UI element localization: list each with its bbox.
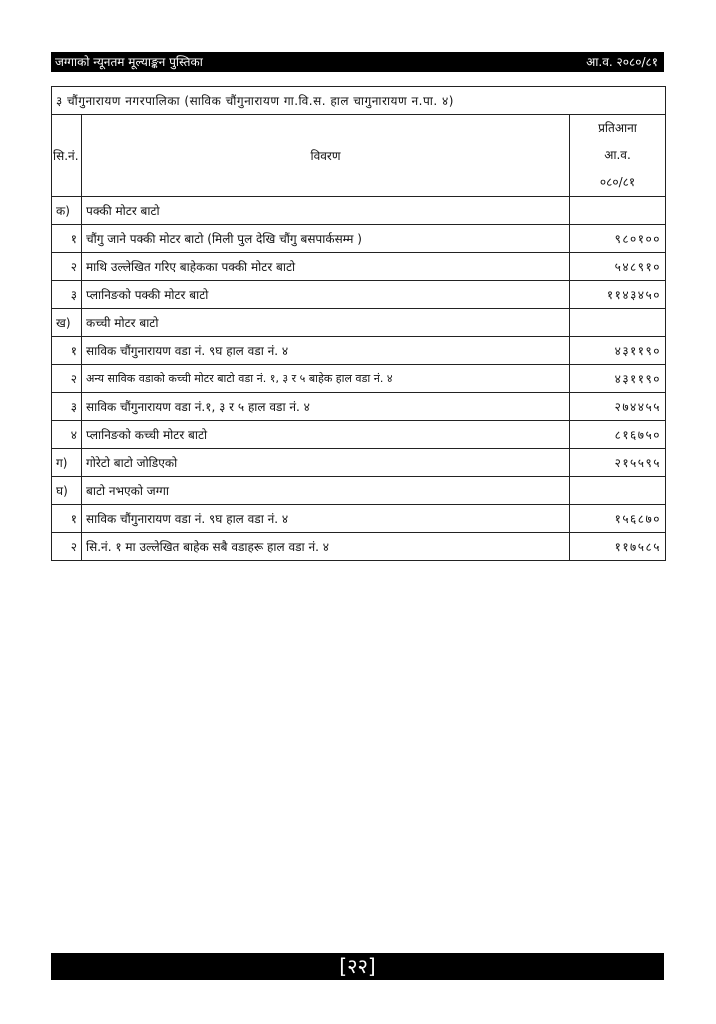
row-value: ५४८९१० — [570, 253, 666, 281]
table-title-row — [52, 87, 666, 115]
row-value — [570, 197, 666, 225]
fiscal-year: आ.व. २०८०/८१ — [586, 55, 658, 69]
valuation-table — [51, 86, 666, 561]
row-description: साविक चौंगुनारायण वडा नं. ९घ हाल वडा नं. ४ — [82, 505, 570, 533]
row-sn: १ — [52, 505, 82, 533]
row-description: प्लानिङको पक्की मोटर बाटो — [82, 281, 570, 309]
row-value — [570, 309, 666, 337]
table-row-category — [52, 309, 666, 337]
table-row-category — [52, 449, 666, 477]
table-row — [52, 337, 666, 365]
row-sn: क) — [52, 197, 82, 225]
row-sn: ख) — [52, 309, 82, 337]
row-sn: घ) — [52, 477, 82, 505]
table-row-category — [52, 477, 666, 505]
row-sn: १ — [52, 225, 82, 253]
row-description: पक्की मोटर बाटो — [82, 197, 570, 225]
row-description: प्लानिङको कच्ची मोटर बाटो — [82, 421, 570, 449]
row-value: ९८०१०० — [570, 225, 666, 253]
page-number: [२२] — [339, 954, 376, 978]
row-sn: २ — [52, 533, 82, 561]
row-sn: ३ — [52, 281, 82, 309]
row-value — [570, 477, 666, 505]
row-value: २१५५९५ — [570, 449, 666, 477]
row-sn: ग) — [52, 449, 82, 477]
booklet-title: जग्गाको न्यूनतम मूल्याङ्कन पुस्तिका — [55, 55, 203, 69]
row-value: ११४३४५० — [570, 281, 666, 309]
row-value: ४३११९० — [570, 365, 666, 393]
table-row — [52, 281, 666, 309]
column-header-sn: सि.नं. — [52, 115, 82, 197]
column-header-description: विवरण — [82, 115, 570, 197]
row-description: सि.नं. १ मा उल्लेखित बाहेक सबै वडाहरू हाल वडा नं. ४ — [82, 533, 570, 561]
row-description: चौंगु जाने पक्की मोटर बाटो (मिली पुल देखि चौंगु बसपार्कसम्म ) — [82, 225, 570, 253]
table-row — [52, 253, 666, 281]
table-row — [52, 533, 666, 561]
row-description: अन्य साविक वडाको कच्ची मोटर बाटो वडा नं. १, ३ र ५ बाहेक हाल वडा नं. ४ — [82, 365, 570, 393]
table-row — [52, 421, 666, 449]
table-row — [52, 393, 666, 421]
row-value: ४३११९० — [570, 337, 666, 365]
row-value: २७४४५५ — [570, 393, 666, 421]
table-header-row — [52, 115, 666, 197]
footer-bar — [51, 953, 664, 980]
row-value: १५६८७० — [570, 505, 666, 533]
row-sn: १ — [52, 337, 82, 365]
row-description: कच्ची मोटर बाटो — [82, 309, 570, 337]
row-sn: ४ — [52, 421, 82, 449]
row-description: गोरेटो बाटो जोडिएको — [82, 449, 570, 477]
table-row — [52, 225, 666, 253]
table-row-category — [52, 197, 666, 225]
row-sn: २ — [52, 253, 82, 281]
row-description: साविक चौंगुनारायण वडा नं.१, ३ र ५ हाल वडा नं. ४ — [82, 393, 570, 421]
table-row — [52, 365, 666, 393]
row-sn: ३ — [52, 393, 82, 421]
row-value: ८१६७५० — [570, 421, 666, 449]
row-description: माथि उल्लेखित गरिए बाहेकका पक्की मोटर बाटो — [82, 253, 570, 281]
column-header-value-line1: प्रतिआना — [598, 121, 637, 135]
column-header-value — [570, 115, 666, 197]
header-bar — [51, 52, 664, 72]
row-description: साविक चौंगुनारायण वडा नं. ९घ हाल वडा नं. ४ — [82, 337, 570, 365]
row-description: बाटो नभएको जग्गा — [82, 477, 570, 505]
table-row — [52, 505, 666, 533]
table-title: ३ चौंगुनारायण नगरपालिका (साविक चौंगुनारायण गा.वि.स. हाल चागुनारायण न.पा. ४) — [52, 87, 666, 115]
row-value: ११७५८५ — [570, 533, 666, 561]
column-header-value-line2: आ.व. — [604, 148, 631, 162]
column-header-value-line3: ०८०/८१ — [599, 175, 636, 189]
row-sn: २ — [52, 365, 82, 393]
